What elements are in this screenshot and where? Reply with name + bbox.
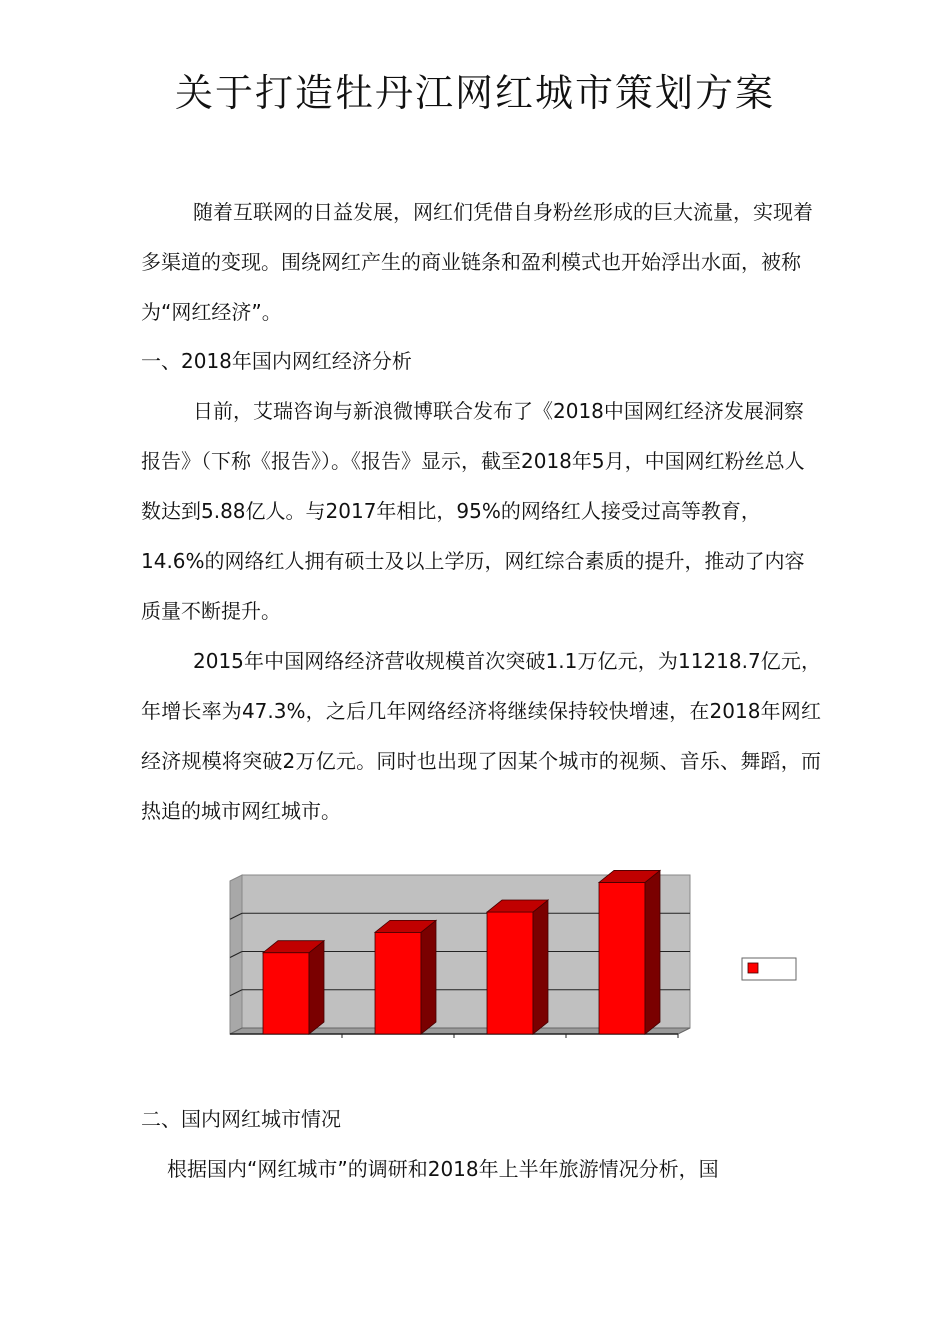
chart-bar-side	[533, 900, 548, 1034]
section2-heading: 二、国内网红城市情况	[141, 1107, 341, 1131]
chart-bar-front	[487, 912, 533, 1034]
chart-bar	[487, 900, 548, 1034]
document-title: 关于打造牡丹江网红城市策划方案	[174, 71, 775, 115]
section1-paragraph-1: 日前，艾瑞咨询与新浪微博联合发布了《2018中国网红经济发展洞察报告》（下称《报告》）。《报告》显示，截至2018年5月，中国网红粉丝总人数达到5.88亿人。与2017年相比，95%的网络红人接受过高等教育，14.6%的网络红人拥有硕士及以上学历，网红综合素质的提升，推动了内容质量不断提升。	[141, 399, 805, 623]
chart-bar	[263, 941, 324, 1034]
section1-heading: 一、2018年国内网红经济分析	[141, 349, 412, 373]
chart-bar-front	[599, 882, 645, 1034]
chart-bar-side	[309, 941, 324, 1034]
chart-bar-front	[375, 932, 421, 1034]
bar-chart	[220, 860, 820, 1050]
chart-bar	[375, 920, 436, 1034]
chart-bar-side	[645, 870, 660, 1034]
intro-paragraph: 随着互联网的日益发展，网红们凭借自身粉丝形成的巨大流量，实现着多渠道的变现。围绕网红产生的商业链条和盈利模式也开始浮出水面，被称为“网红经济”。	[141, 200, 813, 324]
section1-paragraph-2: 2015年中国网络经济营收规模首次突破1.1万亿元，为11218.7亿元，年增长率为47.3%，之后几年网络经济将继续保持较快增速，在2018年网红经济规模将突破2万亿元。同时也出现了因某个城市的视频、音乐、舞蹈，而热追的城市网红城市。	[141, 649, 821, 823]
chart-legend-swatch	[748, 963, 758, 973]
chart-bar-side	[421, 920, 436, 1034]
section2-paragraph-1: 根据国内“网红城市”的调研和2018年上半年旅游情况分析，国	[167, 1157, 719, 1181]
chart-bar-front	[263, 953, 309, 1034]
chart-bar	[599, 870, 660, 1034]
